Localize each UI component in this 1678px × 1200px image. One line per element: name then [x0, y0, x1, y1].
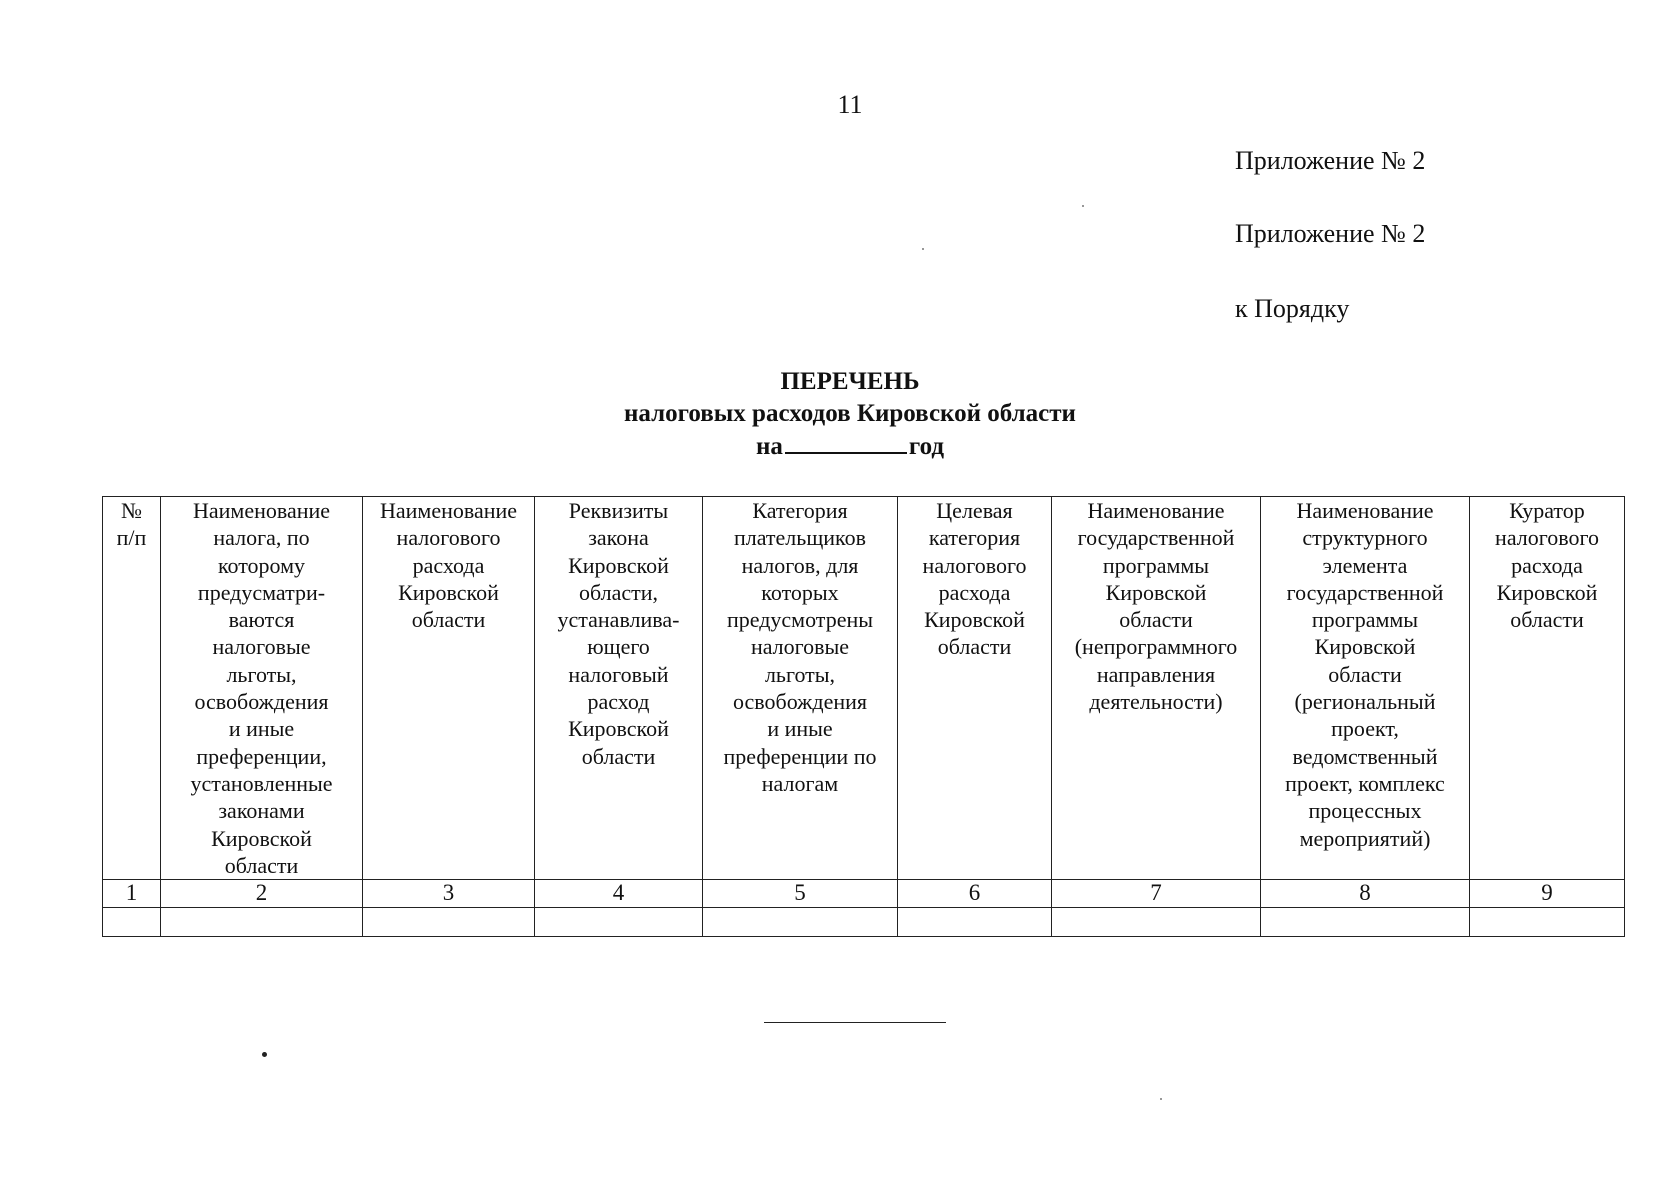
- tax-expenditures-table: [102, 496, 1625, 937]
- table-cell: [1052, 908, 1261, 937]
- header-cell: [703, 497, 898, 880]
- table-cell: [1470, 908, 1625, 937]
- appendix-order-reference: к Порядку: [1235, 294, 1350, 323]
- appendix-label: Приложение № 2: [1235, 146, 1426, 175]
- header-curator: Куратор налогового расхода Кировской области: [1495, 498, 1599, 633]
- column-number: 4: [535, 880, 703, 908]
- year-prefix: на: [755, 433, 783, 460]
- header-state-program: Наименование государственной программы Кировской области (непрограммного направления деятельности): [1074, 498, 1238, 715]
- header-cell: [103, 497, 161, 880]
- table-header-row: [103, 497, 1625, 880]
- header-cell: [1261, 497, 1470, 880]
- column-number: 2: [161, 880, 363, 908]
- header-law-details: Реквизиты закона Кировской области, устанавлива- ющего налоговый расход Кировской области: [557, 498, 680, 769]
- column-number: 6: [898, 880, 1052, 908]
- appendix-label-repeat: Приложение № 2: [1235, 219, 1426, 248]
- header-payer-category: Категория плательщиков налогов, для которых предусмотрены налоговые льготы, освобождения и иные преференции по налогам: [723, 498, 877, 796]
- column-number: 8: [1261, 880, 1470, 908]
- header-cell: [1470, 497, 1625, 880]
- column-number: 9: [1470, 880, 1625, 908]
- table-cell: [1261, 908, 1470, 937]
- title-heading: ПЕРЕЧЕНЬ: [780, 368, 920, 395]
- page-number: 11: [837, 90, 863, 119]
- header-tax-name: Наименование налога, по которому предусматри- ваются налоговые льготы, освобождения и иные преференции, установленные законами Кировской области: [190, 498, 333, 878]
- scan-speck: [1082, 205, 1084, 207]
- column-number: 3: [363, 880, 535, 908]
- header-expenditure-name: Наименование налогового расхода Кировской области: [379, 498, 518, 633]
- header-structural-element: Наименование структурного элемента государственной программы Кировской области (региональный проект, ведомственный проект, комплекс процессных мероприятий): [1285, 498, 1445, 851]
- table-cell: [103, 908, 161, 937]
- title-year-line: [440, 430, 1260, 463]
- header-cell: [898, 497, 1052, 880]
- year-blank-field: [785, 430, 907, 454]
- header-cell: [363, 497, 535, 880]
- scan-speck: [262, 1052, 267, 1057]
- column-number: 7: [1052, 880, 1261, 908]
- year-suffix: год: [908, 433, 945, 460]
- column-number: 1: [103, 880, 161, 908]
- header-cell: [535, 497, 703, 880]
- header-number: № п/п: [116, 498, 147, 551]
- table-cell: [363, 908, 535, 937]
- table-row: [103, 908, 1625, 937]
- column-number-row: [103, 880, 1625, 908]
- header-cell: [1052, 497, 1261, 880]
- scan-speck: [922, 248, 924, 250]
- end-of-document-rule: [764, 1022, 946, 1023]
- table-cell: [703, 908, 898, 937]
- column-number: 5: [703, 880, 898, 908]
- header-cell: [161, 497, 363, 880]
- document-title: [440, 366, 1260, 463]
- table-cell: [898, 908, 1052, 937]
- scan-speck: [1160, 1098, 1162, 1100]
- header-target-category: Целевая категория налогового расхода Кировской области: [922, 498, 1027, 660]
- table-cell: [161, 908, 363, 937]
- title-subheading: налоговых расходов Кировской области: [624, 400, 1076, 427]
- table-cell: [535, 908, 703, 937]
